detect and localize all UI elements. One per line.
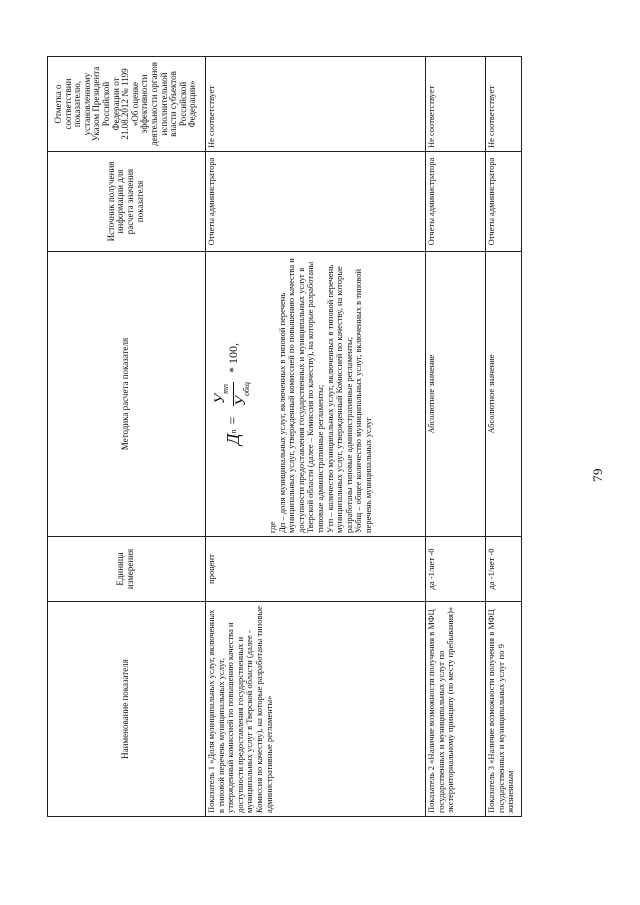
row1-method-where: где [267, 521, 277, 533]
formula-den: У [233, 395, 249, 407]
row1-name: Показатель 1 «Доля муниципальных услуг, включенных в типовой перечень муниципальных услуг, утвержденный комиссией по повышению качества и доступности предоставления государственных и муниципальных услуг в Тверской области (далее - Комиссия по качеству), на которые разработаны типовые административные регламенты» [206, 602, 426, 817]
page-number: 79 [590, 468, 605, 482]
row1-unit: процент [206, 537, 426, 602]
row3-source: Отчеты администратора [486, 152, 522, 252]
row2-unit: да -1/нет -0 [426, 537, 486, 602]
row1-method-line: Утп – количество муниципальных услуг, включенных в типовой перечень муниципальных услуг, утвержденный Комиссией по качеству, на которые разработаны типовые административные регламенты; [324, 264, 354, 533]
header-name: Наименование показателя [48, 602, 206, 817]
row3-unit: да -1/нет -0 [486, 537, 522, 602]
header-source: Источник получения информации для расчета значения показателя [48, 152, 206, 252]
formula-lhs: Д [222, 433, 243, 445]
table-row [486, 57, 522, 817]
row1-source: Отчеты администратора [206, 152, 426, 252]
header-unit: Единица измерения [48, 537, 206, 602]
row2-name: Показатель 2 «Наличие возможности получения в МФЦ государственных и муниципальных услуг по экстерриториальному принципу (по месту пребывания)» [426, 602, 486, 817]
header-method: Методика расчета показателя [48, 252, 206, 537]
table-row [206, 57, 426, 817]
row1-method-line: Уобщ – общее количество муниципальных услуг, включенных в типовой перечень муниципальных услуг [353, 268, 373, 533]
formula-tail: * 100, [225, 343, 240, 374]
row3-method: Абсолютное значение [486, 252, 522, 537]
row2-compliance: Не соответствует [426, 57, 486, 152]
row1-formula: Д п = $У_{тп}$ $У_{общ}$ * 100, [213, 255, 254, 533]
indicators-table [47, 56, 522, 817]
row1-method-line: Дп – доля муниципальных услуг, включенных в типовой перечень муниципальных услуг, утвержденный комиссией по повышению качества и доступности предоставления государственных и муниципальных услуг в Тверской области (далее – Комиссия по качеству), на которые разработаны типовые административные регламенты; [276, 258, 325, 533]
table-row [426, 57, 486, 817]
row2-method: Абсолютное значение [426, 252, 486, 537]
formula-num-sub: тп [221, 384, 230, 394]
row3-name: Показатель 3 «Наличие возможности получения в МФЦ государственных и муниципальных услуг по 9 жизненным [486, 602, 522, 817]
table-header-row [48, 57, 206, 817]
row1-method [206, 252, 426, 537]
row1-compliance: Не соответствует [206, 57, 426, 152]
formula-den-sub: общ [242, 382, 251, 396]
row2-source: Отчеты администратора [426, 152, 486, 252]
formula-fraction [213, 380, 254, 408]
row3-compliance: Не соответствует [486, 57, 522, 152]
formula-lhs-sub: п [228, 429, 238, 434]
header-compliance: Отметка о соответствии показателю, установленному Указом Президента Российской Федерации от 21.08.2012 № 1199 «Об оценке эффективности деятельности органов исполнительной власти субъектов Российской Федерации» [48, 57, 206, 152]
formula-num: У [212, 393, 228, 404]
